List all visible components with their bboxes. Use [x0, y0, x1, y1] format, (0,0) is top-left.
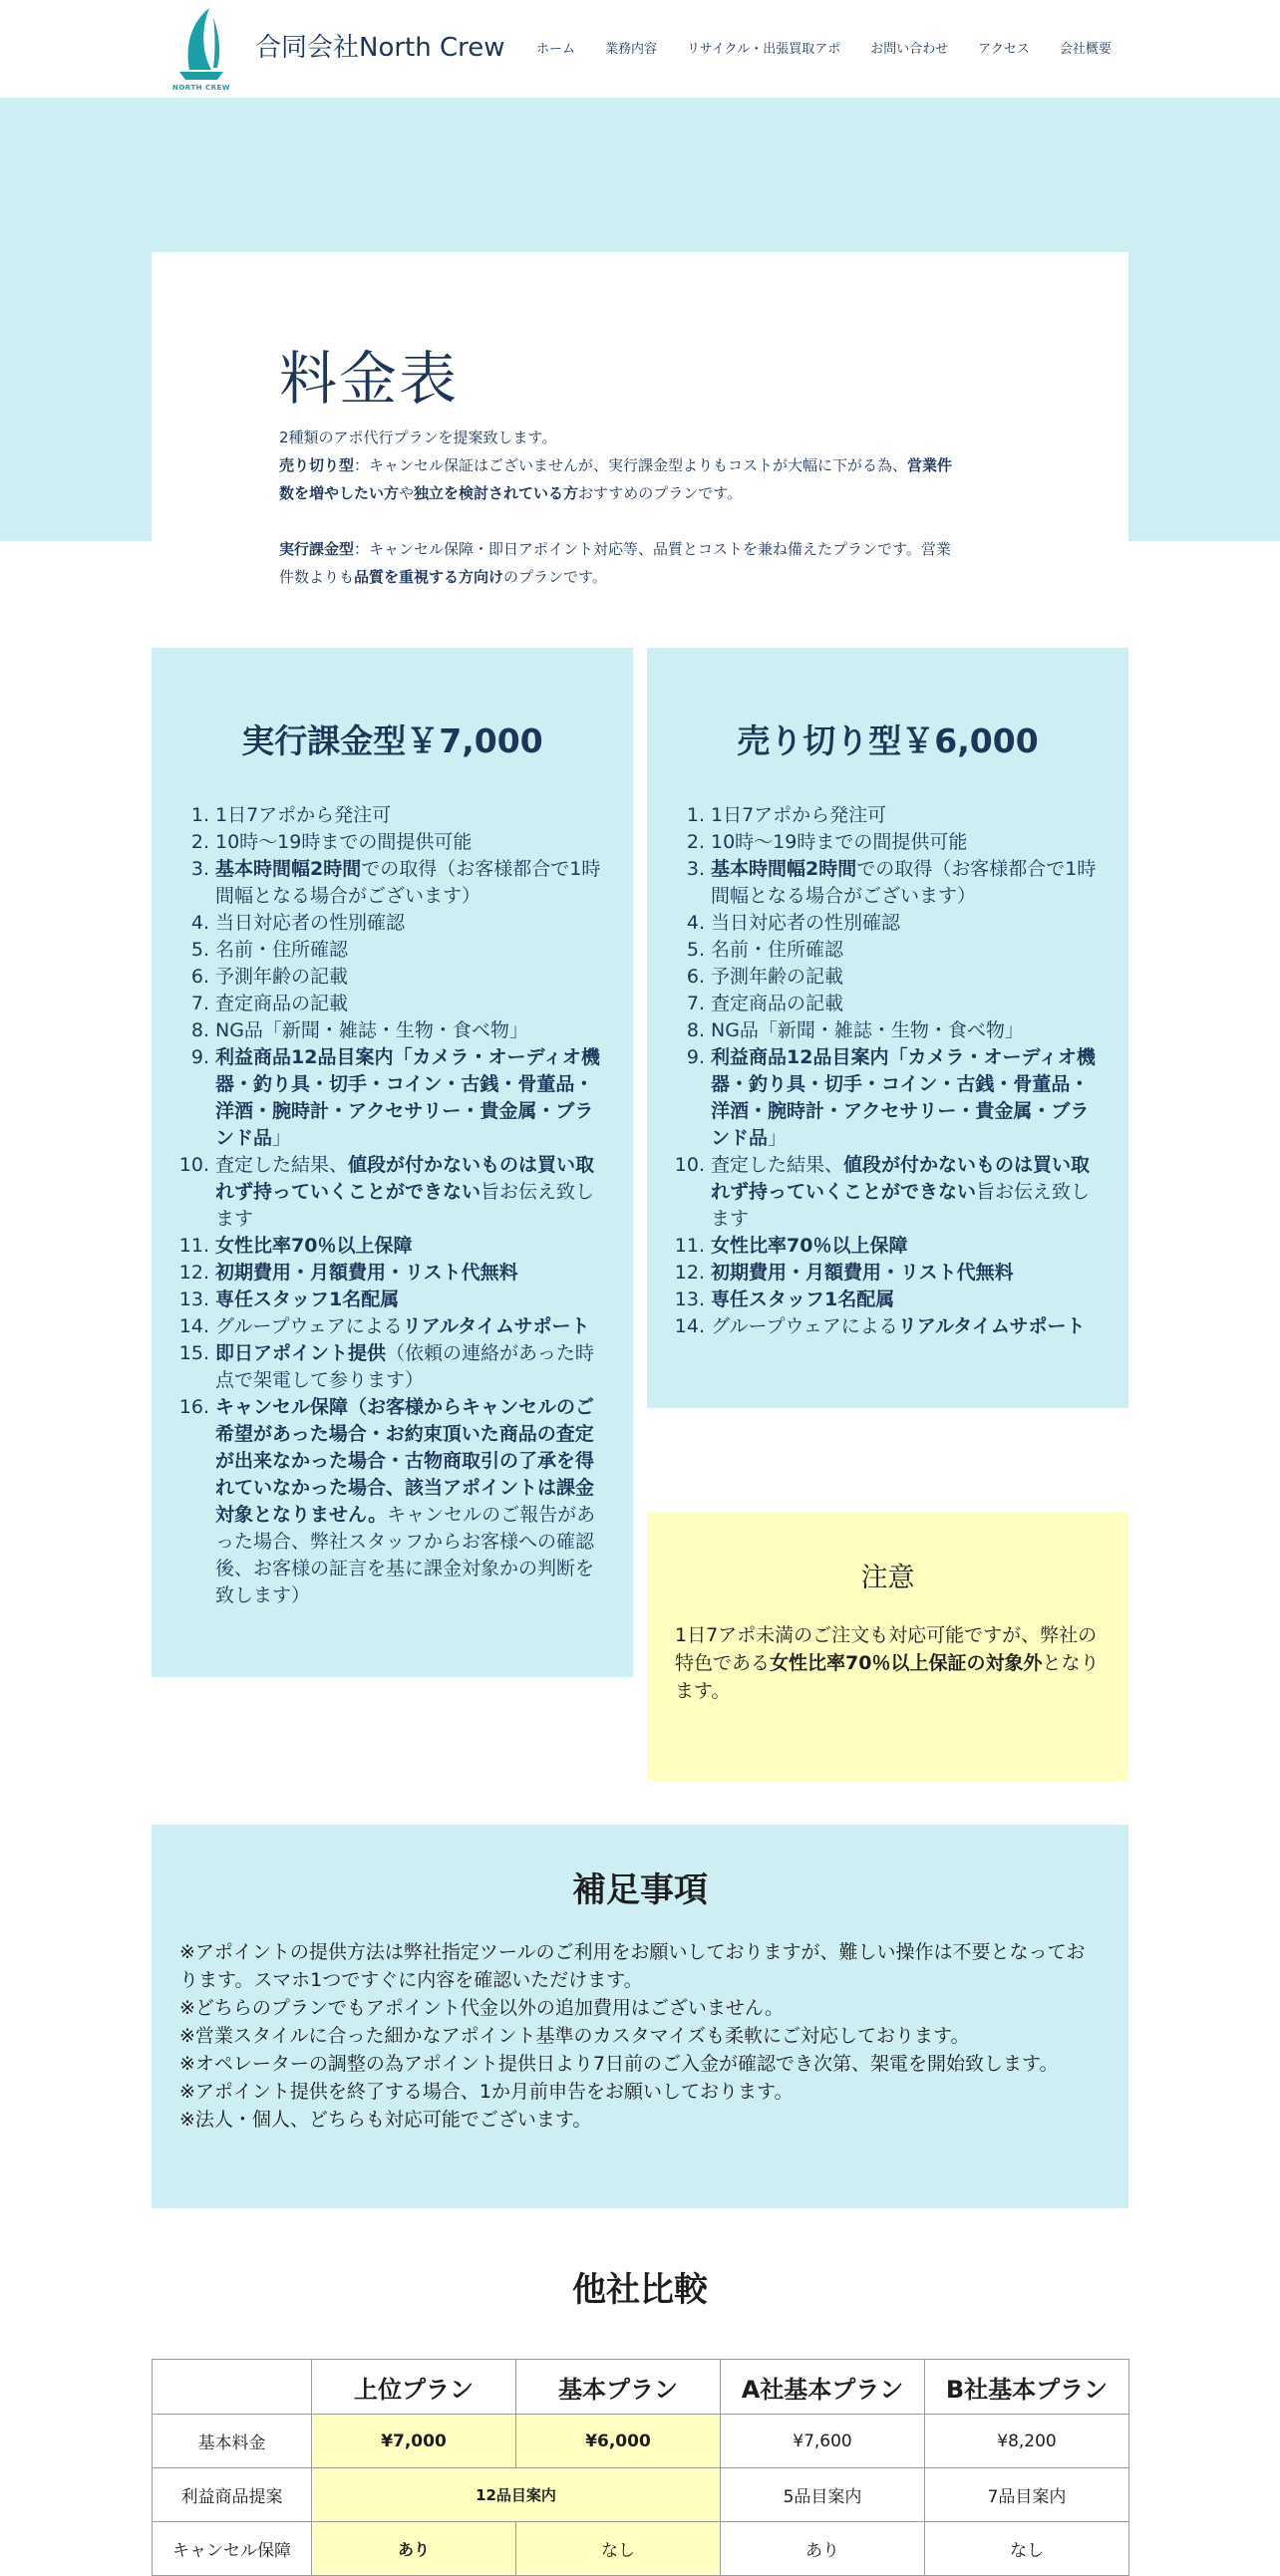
- list-item: [674, 1233, 1102, 1260]
- supplement-item: ※アポイントの提供方法は弊社指定ツールのご利用をお願いしておりますが、難しい操作は不要となっております。スマホ1つですぐに内容を確認いただけます。: [179, 1941, 1086, 1991]
- list-item: [686, 964, 1102, 991]
- table-cell: 7品目案内: [925, 2468, 1129, 2522]
- list-item: [178, 1152, 606, 1233]
- item-emphasis: 女性比率70％以上保障: [215, 1235, 413, 1257]
- list-item: [674, 1260, 1102, 1287]
- sailboat-logo-icon: [171, 4, 231, 84]
- list-item: [190, 802, 606, 829]
- item-emphasis: 専任スタッフ1名配属: [215, 1288, 400, 1310]
- item-text: グループウェアによる: [215, 1315, 403, 1337]
- plan-card-execution: [152, 648, 633, 1677]
- item-emphasis: リアルタイムサポート: [402, 1315, 590, 1337]
- company-logo[interactable]: [171, 4, 231, 94]
- supplement-item: ※オペレーターの調整の為アポイント提供日より7日前のご入金が確認でき次第、架電を開始致します。: [179, 2053, 1059, 2075]
- list-number: 1.: [686, 804, 705, 826]
- column-header: B社基本プラン: [925, 2360, 1129, 2415]
- item-text: 当日対応者の性別確認: [711, 912, 901, 934]
- list-item: [190, 1044, 606, 1152]
- list-item: [686, 910, 1102, 937]
- list-number: 9.: [190, 1046, 209, 1068]
- table-cell: なし: [925, 2522, 1129, 2576]
- table-cell: 5品目案内: [721, 2468, 925, 2522]
- list-number: 2.: [686, 831, 705, 853]
- intro-paragraph-2: 実行課金型：キャンセル保障・即日アポイント対応等、品質とコストを兼ね備えたプランです。営業件数よりも品質を重視する方向けのプランです。: [279, 540, 951, 586]
- list-number: 14.: [674, 1315, 705, 1337]
- list-item: [190, 829, 606, 856]
- item-emphasis: 値段が付かないものは買い取れず持っていくことができない: [711, 1154, 1091, 1203]
- item-text: 」: [272, 1127, 292, 1149]
- item-text: 名前・住所確認: [215, 939, 349, 961]
- list-number: 6.: [190, 966, 209, 988]
- item-text: 10時～19時までの間提供可能: [711, 831, 968, 853]
- plan-card-sellout: [647, 648, 1128, 1408]
- site-header: [0, 0, 1280, 99]
- list-item: [190, 937, 606, 964]
- table-row: [153, 2415, 1129, 2468]
- notice-title: 注意: [860, 1563, 915, 1593]
- intro-paragraph-1: 売り切り型：キャンセル保証はございませんが、実行課金型よりもコストが大幅に下がる為、営業件数を増やしたい方や独立を検討されている方おすすめのプランです。: [279, 456, 953, 502]
- item-text: キャンセルのご報告があった場合、弊社スタッフからお客様への確認後、お客様の証言を基に課金対象かの判断を致します）: [215, 1504, 596, 1606]
- row-label: 基本料金: [153, 2415, 312, 2468]
- supplement-item: ※アポイント提供を終了する場合、1か月前申告をお願いしております。: [179, 2081, 794, 2103]
- item-emphasis: リアルタイムサポート: [897, 1315, 1086, 1337]
- plan-title: 実行課金型￥7,000: [241, 721, 543, 760]
- list-number: 10.: [674, 1154, 705, 1176]
- list-item: [686, 1044, 1102, 1152]
- item-text: 予測年齢の記載: [215, 966, 349, 988]
- list-number: 13.: [674, 1288, 705, 1310]
- item-emphasis: 初期費用・月額費用・リスト代無料: [215, 1262, 518, 1284]
- nav-access[interactable]: アクセス: [978, 42, 1030, 57]
- item-text: 査定商品の記載: [215, 993, 349, 1014]
- list-number: 16.: [178, 1396, 209, 1418]
- item-text: での取得（お客様都合で1時間幅となる場合がございます）: [711, 858, 1097, 907]
- list-item: [190, 910, 606, 937]
- item-text: 予測年齢の記載: [711, 966, 844, 988]
- list-item: [190, 856, 606, 910]
- list-item: [190, 964, 606, 991]
- list-number: 3.: [686, 858, 705, 880]
- intro-card: [152, 252, 1128, 611]
- list-item: [178, 1287, 606, 1313]
- item-emphasis: 利益商品12品目案内「カメラ・オーディオ機器・釣り具・切手・コイン・古銭・骨董品・洋酒・腕時計・アクセサリー・貴金属・ブランド品: [215, 1046, 600, 1149]
- intro-text: [279, 424, 957, 591]
- list-item: [674, 1313, 1102, 1340]
- list-number: 2.: [190, 831, 209, 853]
- table-row: [153, 2522, 1129, 2576]
- item-text: 1日7アポから発注可: [711, 804, 887, 826]
- list-item: [178, 1340, 606, 1394]
- item-emphasis: 基本時間幅2時間: [215, 858, 362, 880]
- list-number: 4.: [686, 912, 705, 934]
- list-number: 9.: [686, 1046, 705, 1068]
- list-number: 12.: [674, 1262, 705, 1284]
- plan-feature-list: [178, 802, 606, 1609]
- nav-contact[interactable]: お問い合わせ: [870, 42, 949, 57]
- list-number: 7.: [686, 993, 705, 1014]
- list-item: [178, 1394, 606, 1609]
- list-number: 5.: [686, 939, 705, 961]
- list-number: 3.: [190, 858, 209, 880]
- notice-box: [647, 1512, 1128, 1781]
- company-name[interactable]: 合同会社North Crew: [255, 33, 505, 63]
- list-item: [178, 1260, 606, 1287]
- list-item: [674, 1152, 1102, 1233]
- nav-company[interactable]: 会社概要: [1059, 42, 1112, 57]
- item-text: 1日7アポから発注可: [215, 804, 392, 826]
- table-cell: あり: [721, 2522, 925, 2576]
- list-number: 8.: [190, 1019, 209, 1041]
- main-nav: [536, 38, 1141, 57]
- list-number: 11.: [674, 1235, 705, 1257]
- item-text: （依頼の連絡があった時点で架電して参ります）: [215, 1342, 594, 1391]
- row-label: キャンセル保障: [153, 2522, 312, 2576]
- nav-home[interactable]: ホーム: [536, 42, 576, 57]
- table-cell: なし: [516, 2522, 721, 2576]
- supplement-item: ※どちらのプランでもアポイント代金以外の追加費用はございません。: [179, 1997, 785, 2019]
- list-number: 5.: [190, 939, 209, 961]
- column-header: 上位プラン: [312, 2360, 516, 2415]
- intro-line: 2種類のアポ代行プランを提案致します。: [279, 429, 557, 446]
- table-cell: ¥7,600: [721, 2415, 925, 2468]
- notice-text: 1日7アポ未満のご注文も対応可能ですが、弊社の特色である女性比率70％以上保証の対象外となります。: [675, 1624, 1100, 1702]
- list-number: 1.: [190, 804, 209, 826]
- page-title: 料金表: [279, 345, 460, 413]
- item-text: 査定した結果、: [711, 1154, 844, 1176]
- list-item: [686, 802, 1102, 829]
- table-header-row: [153, 2360, 1129, 2415]
- list-item: [686, 1017, 1102, 1044]
- item-text: 査定商品の記載: [711, 993, 844, 1014]
- table-row: [153, 2468, 1129, 2522]
- list-item: [178, 1313, 606, 1340]
- item-text: 査定した結果、: [215, 1154, 349, 1176]
- table-cell: 12品目案内: [312, 2468, 721, 2522]
- list-number: 6.: [686, 966, 705, 988]
- item-emphasis: 値段が付かないものは買い取れず持っていくことができない: [215, 1154, 595, 1203]
- list-number: 4.: [190, 912, 209, 934]
- list-number: 13.: [178, 1288, 209, 1310]
- list-item: [686, 856, 1102, 910]
- item-emphasis: 初期費用・月額費用・リスト代無料: [711, 1262, 1014, 1284]
- item-text: 旨お伝え致します: [711, 1181, 1091, 1230]
- table-cell: あり: [312, 2522, 516, 2576]
- item-text: 」: [768, 1127, 788, 1149]
- item-emphasis: キャンセル保障（お客様からキャンセルのご希望があった場合・お約束頂いた商品の査定が出来なかった場合・古物商取引の了承を得れていなかった場合、該当アポイントは課金対象となりません。: [215, 1396, 595, 1526]
- column-header: 基本プラン: [516, 2360, 721, 2415]
- list-number: 7.: [190, 993, 209, 1014]
- table-cell: ¥7,000: [312, 2415, 516, 2468]
- list-number: 10.: [178, 1154, 209, 1176]
- list-item: [686, 829, 1102, 856]
- nav-recycle[interactable]: リサイクル・出張買取アポ: [687, 42, 841, 57]
- comparison-title: 他社比較: [572, 2270, 708, 2310]
- list-number: 12.: [178, 1262, 209, 1284]
- item-emphasis: 利益商品12品目案内「カメラ・オーディオ機器・釣り具・切手・コイン・古銭・骨董品・洋酒・腕時計・アクセサリー・貴金属・ブランド品: [711, 1046, 1096, 1149]
- list-item: [674, 1287, 1102, 1313]
- plan-title: 売り切り型￥6,000: [737, 721, 1039, 760]
- row-label: 利益商品提案: [153, 2468, 312, 2522]
- item-text: 10時～19時までの間提供可能: [215, 831, 473, 853]
- item-text: 当日対応者の性別確認: [215, 912, 406, 934]
- item-text: グループウェアによる: [711, 1315, 898, 1337]
- list-item: [686, 991, 1102, 1017]
- item-text: NG品「新聞・雑誌・生物・食べ物」: [711, 1019, 1024, 1041]
- list-number: 15.: [178, 1342, 209, 1364]
- supplement-item: ※営業スタイルに合った細かなアポイント基準のカスタマイズも柔軟にご対応しております。: [179, 2025, 970, 2047]
- comparison-table: [152, 2359, 1129, 2576]
- item-emphasis: 専任スタッフ1名配属: [711, 1288, 895, 1310]
- table-cell: ¥6,000: [516, 2415, 721, 2468]
- plan-feature-list: [674, 802, 1102, 1340]
- item-text: 名前・住所確認: [711, 939, 844, 961]
- table-corner-cell: [153, 2360, 312, 2415]
- list-number: 11.: [178, 1235, 209, 1257]
- column-header: A社基本プラン: [721, 2360, 925, 2415]
- item-emphasis: 即日アポイント提供: [215, 1342, 387, 1364]
- supplement-section: [152, 1825, 1128, 2208]
- item-emphasis: 女性比率70％以上保障: [711, 1235, 908, 1257]
- list-number: 14.: [178, 1315, 209, 1337]
- supplement-title: 補足事項: [572, 1870, 708, 1910]
- item-text: NG品「新聞・雑誌・生物・食べ物」: [215, 1019, 528, 1041]
- table-cell: ¥8,200: [925, 2415, 1129, 2468]
- list-item: [190, 991, 606, 1017]
- item-text: での取得（お客様都合で1時間幅となる場合がございます）: [215, 858, 601, 907]
- item-text: 旨お伝え致します: [215, 1181, 595, 1230]
- list-item: [686, 937, 1102, 964]
- logo-wordmark: NORTH CREW: [172, 84, 230, 92]
- list-item: [178, 1233, 606, 1260]
- list-number: 8.: [686, 1019, 705, 1041]
- supplement-list: [179, 1938, 1097, 2134]
- nav-services[interactable]: 業務内容: [605, 42, 658, 57]
- list-item: [190, 1017, 606, 1044]
- item-emphasis: 基本時間幅2時間: [711, 858, 857, 880]
- supplement-item: ※法人・個人、どちらも対応可能でございます。: [179, 2109, 592, 2131]
